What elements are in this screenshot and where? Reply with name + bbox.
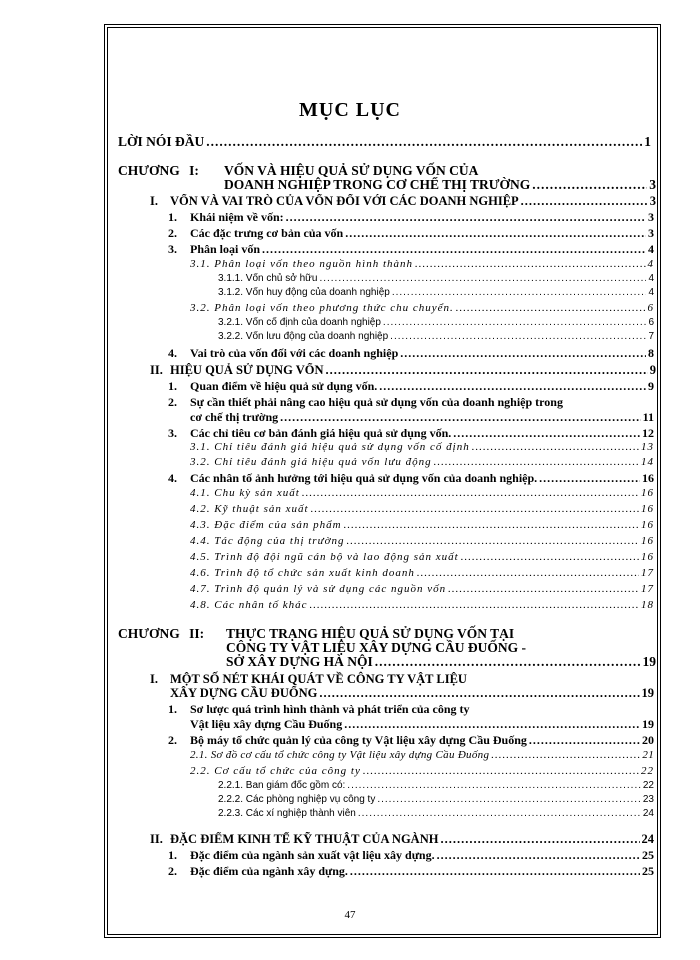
toc-entry-label: 2.2.3. Các xí nghiệp thành viên <box>218 808 356 819</box>
toc-entry-label: Các nhân tố ảnh hưởng tới hiệu quả sử dụng vốn của doanh nghiệp. <box>190 471 538 485</box>
dot-leader <box>529 733 640 748</box>
dot-leader <box>379 379 646 394</box>
dot-leader <box>417 567 639 579</box>
dot-leader <box>347 780 641 791</box>
dot-leader <box>521 194 648 209</box>
toc-entry-page: 21 <box>642 749 654 761</box>
toc-entry-page: 23 <box>642 794 654 805</box>
chapter-2-title-line1[interactable]: THỰC TRẠNG HIỆU QUẢ SỬ DỤNG VỐN TẠI <box>226 626 515 641</box>
toc-entry-label: Các chỉ tiêu cơ bản đánh giá hiệu quả sử dụng vốn. <box>190 426 452 440</box>
toc-entry-page: 14 <box>641 456 654 468</box>
toc-entry-ch2-2-2-3[interactable] <box>218 808 654 819</box>
toc-entry-label: Vật liệu xây dựng Cầu Đuống <box>190 717 343 731</box>
toc-entry-label: 3.1. Chỉ tiêu đánh giá hiệu quả sử dụng vốn cố định <box>190 441 470 453</box>
toc-entry-page: 16 <box>641 519 654 531</box>
toc-entry-page: 6 <box>648 317 654 328</box>
toc-entry-label: cơ chế thị trường <box>190 410 279 424</box>
dot-leader <box>415 258 645 270</box>
dot-leader <box>319 273 646 284</box>
toc-entry-page: 19 <box>642 654 656 669</box>
toc-entry-label: 2.2.2. Các phòng nghiệp vụ công ty <box>218 794 376 805</box>
toc-entry-2-4[interactable]: 4. Các nhân tố ảnh hưởng tới hiệu quả sử dụng vốn của doanh nghiệp. ..... 16 <box>168 471 654 486</box>
dot-leader <box>310 599 639 611</box>
toc-entry-label: 4.3. Đặc điểm của sản phẩm <box>190 519 342 531</box>
toc-entry-page: 16 <box>641 535 654 547</box>
toc-entry-label: 4.5. Trình độ đội ngũ cán bộ và lao động sản xuất <box>190 551 459 563</box>
dot-leader <box>344 717 640 732</box>
toc-entry-3-2[interactable] <box>190 302 654 314</box>
toc-entry-loi-noi-dau[interactable] <box>118 134 651 150</box>
dot-leader <box>363 765 639 777</box>
toc-entry-ch2-2-2-1[interactable] <box>218 780 654 791</box>
toc-entry-page: 4 <box>648 242 654 256</box>
toc-entry-label: Quan điểm về hiệu quả sử dụng vốn. <box>190 379 378 393</box>
toc-entry-page: 4 <box>647 258 654 270</box>
toc-entry-3-1[interactable] <box>190 258 654 270</box>
toc-entry-label: 4.2. Kỹ thuật sản xuất <box>190 503 309 515</box>
toc-entry-page: 22 <box>642 780 654 791</box>
chapter-1-number: CHƯƠNG I: <box>118 163 199 178</box>
toc-entry-4-5[interactable] <box>190 551 654 563</box>
toc-entry-section-I[interactable]: I. VỐN VÀ VAI TRÒ CỦA VỐN ĐỐI VỚI CÁC DOANH NGHIỆP ..... 3 <box>150 194 656 209</box>
chapter-2-title-line2[interactable]: CÔNG TY VẬT LIỆU XÂY DỰNG CẦU ĐUỐNG - <box>226 640 527 655</box>
toc-entry-ch2-1-1-line1[interactable]: 1. Sơ lược quá trình hình thành và phát triển của công ty <box>168 702 470 716</box>
toc-entry-section-II[interactable]: II. HIỆU QUẢ SỬ DỤNG VỐN ..... 9 <box>150 363 656 378</box>
toc-entry-label: HIỆU QUẢ SỬ DỤNG VỐN <box>170 363 324 377</box>
toc-entry-2-2-line1[interactable]: 2. Sự cần thiết phải nâng cao hiệu quả sử dụng vốn của doanh nghiệp trong <box>168 395 563 409</box>
toc-entry-3-2-2[interactable] <box>218 331 654 342</box>
dot-leader <box>453 426 640 441</box>
toc-entry-page: 16 <box>641 503 654 515</box>
toc-entry-page: 18 <box>641 599 654 611</box>
toc-entry-label: Vai trò của vốn đối với các doanh nghiệp <box>190 346 399 360</box>
dot-leader <box>344 519 639 531</box>
dot-leader <box>280 410 641 425</box>
toc-entry-page: 9 <box>649 363 656 377</box>
toc-entry-label: 4.7. Trình độ quản lý và sử dụng các nguồn vốn <box>190 583 447 595</box>
toc-entry-chapter-1[interactable] <box>224 177 656 193</box>
toc-entry-ch2-section-I[interactable] <box>170 686 654 701</box>
toc-entry-ch2-1-1[interactable] <box>190 717 654 732</box>
toc-entry-page: 9 <box>648 379 654 393</box>
toc-entry-page: 13 <box>641 441 654 453</box>
dot-leader <box>461 551 639 563</box>
toc-entry-chapter-2[interactable] <box>226 654 656 670</box>
toc-entry-ch2-2-1[interactable] <box>190 749 654 761</box>
dot-leader <box>358 808 641 819</box>
toc-entry-label: Đặc điểm của ngành sản xuất vật liệu xây dựng. <box>190 848 435 862</box>
toc-entry-label: 3.1.1. Vốn chủ sở hữu <box>218 273 318 284</box>
toc-entry-1-4[interactable]: 4. Vai trò của vốn đối với các doanh nghiệp ..... 8 <box>168 346 654 361</box>
toc-entry-label: Đặc điểm của ngành xây dựng. <box>190 864 348 878</box>
toc-entry-label: 3.2. Phân loại vốn theo phương thức chu chuyển. <box>190 302 454 314</box>
toc-entry-4-1[interactable] <box>190 487 654 499</box>
toc-entry-3-2-indicator[interactable] <box>190 456 654 468</box>
toc-entry-label: 3.2.2. Vốn lưu động của doanh nghiệp <box>218 331 389 342</box>
toc-entry-ch2-2-2-construction[interactable]: 2. Đặc điểm của ngành xây dựng. ..... 25 <box>168 864 654 879</box>
dot-leader <box>345 226 646 241</box>
toc-entry-page: 3 <box>648 226 654 240</box>
toc-entry-page: 20 <box>642 733 654 747</box>
toc-entry-ch2-1-2[interactable]: 2. Bộ máy tổ chức quản lý của công ty Vật liệu xây dựng Cầu Đuống ..... 20 <box>168 733 654 748</box>
toc-entry-label: DOANH NGHIỆP TRONG CƠ CHẾ THỊ TRƯỜNG <box>224 177 531 192</box>
toc-entry-ch2-2-2-2[interactable] <box>218 794 654 805</box>
dot-leader <box>491 749 640 761</box>
toc-entry-label: Các đặc trưng cơ bản của vốn <box>190 226 344 240</box>
toc-entry-label: Phân loại vốn <box>190 242 261 256</box>
toc-entry-page: 16 <box>642 471 654 485</box>
toc-entry-page: 6 <box>647 302 654 314</box>
toc-entry-label: 4.8. Các nhân tố khác <box>190 599 308 611</box>
toc-entry-1-3[interactable]: 3. Phân loại vốn ..... 4 <box>168 242 654 257</box>
dot-leader <box>400 346 646 361</box>
toc-entry-label: 3.2. Chỉ tiêu đánh giá hiệu quả vốn lưu động <box>190 456 432 468</box>
toc-entry-page: 3 <box>649 194 656 208</box>
toc-entry-label: 3.1.2. Vốn huy động của doanh nghiệp <box>218 287 390 298</box>
toc-entry-label: 3.2.1. Vốn cố định của doanh nghiệp <box>218 317 381 328</box>
toc-entry-label: 2.2.1. Ban giám đốc gồm có: <box>218 780 346 791</box>
dot-leader <box>437 848 640 863</box>
dot-leader <box>302 487 639 499</box>
dot-leader <box>286 210 646 225</box>
toc-entry-ch2-2-2[interactable] <box>190 765 654 777</box>
dot-leader <box>206 134 642 150</box>
dot-leader <box>319 686 639 701</box>
toc-entry-3-1-indicator[interactable] <box>190 441 654 453</box>
toc-entry-page: 16 <box>641 487 654 499</box>
dot-leader <box>434 456 639 468</box>
toc-entry-page: 7 <box>648 331 654 342</box>
toc-entry-ch2-2-1-industry[interactable]: 1. Đặc điểm của ngành sản xuất vật liệu xây dựng. ..... 25 <box>168 848 654 863</box>
toc-entry-4-8[interactable] <box>190 599 654 611</box>
toc-entry-page: 22 <box>641 765 654 777</box>
toc-entry-1-2[interactable]: 2. Các đặc trưng cơ bản của vốn ..... 3 <box>168 226 654 241</box>
toc-entry-page: 12 <box>642 426 654 440</box>
toc-entry-label: Khái niệm về vốn: <box>190 210 284 224</box>
toc-entry-page: 25 <box>642 864 654 878</box>
toc-entry-3-1-2[interactable] <box>218 287 654 298</box>
chapter-1-title-line1[interactable]: VỐN VÀ HIỆU QUẢ SỬ DỤNG VỐN CỦA <box>224 163 479 178</box>
dot-leader <box>392 287 647 298</box>
toc-entry-3-1-1[interactable] <box>218 273 654 284</box>
dot-leader <box>539 471 640 486</box>
toc-entry-2-3[interactable]: 3. Các chỉ tiêu cơ bản đánh giá hiệu quả sử dụng vốn. ..... 12 <box>168 426 654 441</box>
toc-entry-2-2[interactable] <box>190 410 654 425</box>
toc-entry-2-1[interactable]: 1. Quan điểm về hiệu quả sử dụng vốn. ..... 9 <box>168 379 654 394</box>
toc-entry-label: 4.1. Chu kỳ sản xuất <box>190 487 300 499</box>
toc-entry-page: 25 <box>642 848 654 862</box>
toc-entry-page: 24 <box>642 808 654 819</box>
dot-leader <box>472 441 639 453</box>
dot-leader <box>377 794 641 805</box>
toc-entry-label: SỞ XÂY DỰNG HÀ NỘI <box>226 654 373 669</box>
toc-entry-4-3[interactable] <box>190 519 654 531</box>
dot-leader <box>326 363 648 378</box>
toc-entry-page: 3 <box>648 210 654 224</box>
dot-leader <box>532 177 647 193</box>
page-number: 47 <box>344 909 356 921</box>
toc-entry-3-2-1[interactable] <box>218 317 654 328</box>
toc-entry-label: XÂY DỰNG CẦU ĐUỐNG <box>170 686 318 700</box>
toc-entry-page: 24 <box>641 832 654 846</box>
dot-leader <box>440 832 639 847</box>
toc-entry-label: VỐN VÀ VAI TRÒ CỦA VỐN ĐỐI VỚI CÁC DOANH NGHIỆP <box>170 194 519 208</box>
toc-entry-1-1[interactable]: 1. Khái niệm về vốn: ..... 3 <box>168 210 654 225</box>
dot-leader <box>375 654 641 670</box>
toc-entry-ch2-section-I-line1[interactable]: I. MỘT SỐ NÉT KHÁI QUÁT VỀ CÔNG TY VẬT LIỆU <box>150 672 467 686</box>
toc-entry-label: 4.6. Trình độ tổ chức sản xuất kinh doanh <box>190 567 415 579</box>
dot-leader <box>262 242 646 257</box>
dot-leader <box>390 331 646 342</box>
toc-entry-page: 3 <box>649 177 656 192</box>
toc-entry-label: 2.2. Cơ cấu tổ chức của công ty <box>190 765 361 777</box>
dot-leader <box>383 317 647 328</box>
dot-leader <box>346 535 639 547</box>
toc-entry-label: 3.1. Phân loại vốn theo nguồn hình thành <box>190 258 414 270</box>
toc-entry-page: 1 <box>644 134 651 149</box>
toc-entry-label: 4.4. Tác động của thị trường <box>190 535 345 547</box>
toc-entry-4-2[interactable] <box>190 503 654 515</box>
toc-entry-page: 17 <box>641 567 654 579</box>
toc-entry-4-6[interactable] <box>190 567 654 579</box>
toc-entry-4-4[interactable] <box>190 535 654 547</box>
toc-entry-page: 16 <box>641 551 654 563</box>
page-title: MỤC LỤC <box>299 99 401 121</box>
toc-entry-page: 8 <box>648 346 654 360</box>
toc-entry-page: 4 <box>648 287 654 298</box>
dot-leader <box>456 302 646 314</box>
chapter-2-number: CHƯƠNG II: <box>118 626 205 641</box>
toc-entry-page: 17 <box>641 583 654 595</box>
toc-entry-ch2-section-II[interactable]: II. ĐẶC ĐIỂM KINH TẾ KỸ THUẬT CỦA NGÀNH ..... 24 <box>150 832 654 847</box>
toc-entry-page: 19 <box>641 686 654 700</box>
dot-leader <box>311 503 639 515</box>
toc-entry-label: ĐẶC ĐIỂM KINH TẾ KỸ THUẬT CỦA NGÀNH <box>170 832 439 846</box>
toc-entry-page: 11 <box>642 410 654 424</box>
toc-entry-label: 2.1. Sơ đồ cơ cấu tổ chức công ty Vật liệu xây dựng Cầu Đuống <box>190 749 490 761</box>
dot-leader <box>448 583 639 595</box>
toc-entry-page: 19 <box>642 717 654 731</box>
toc-entry-page: 4 <box>648 273 654 284</box>
toc-entry-label: Bộ máy tổ chức quản lý của công ty Vật liệu xây dựng Cầu Đuống <box>190 733 527 747</box>
dot-leader <box>350 864 640 879</box>
toc-entry-4-7[interactable] <box>190 583 654 595</box>
toc-entry-label: LỜI NÓI ĐẦU <box>118 134 205 149</box>
